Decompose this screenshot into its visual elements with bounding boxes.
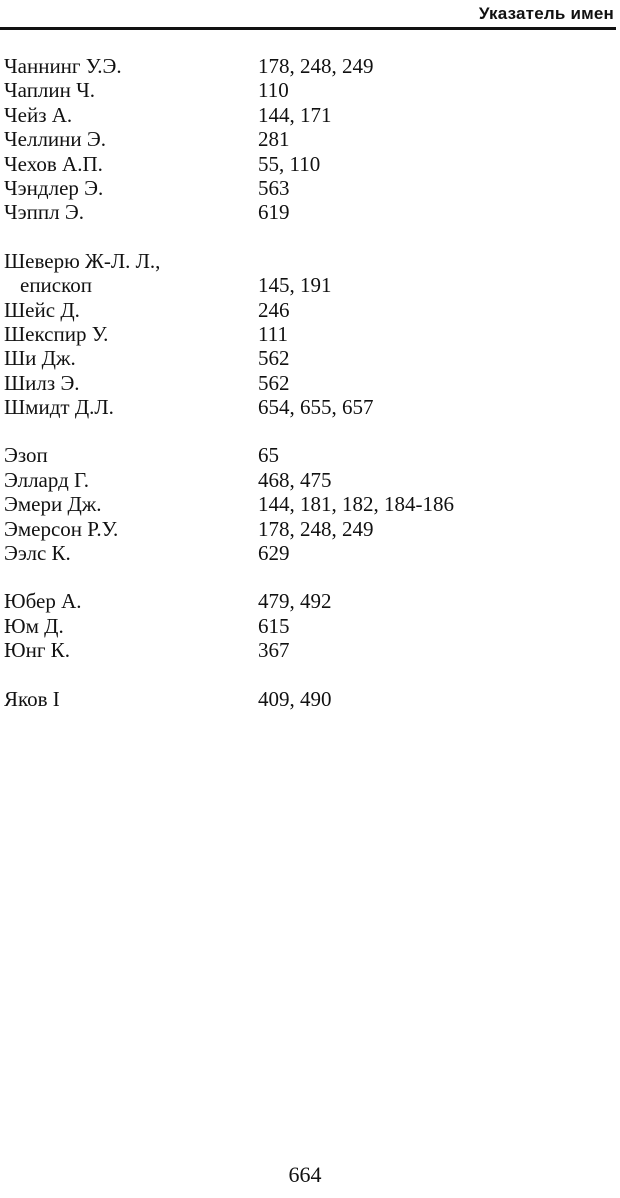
index-group-yu	[4, 589, 604, 662]
index-entry	[4, 492, 604, 516]
entry-name: Яков I	[4, 686, 60, 711]
entry-pages: 178, 248, 249	[258, 54, 374, 78]
entry-name: Эмерсон Р.У.	[4, 516, 119, 541]
index-entry	[4, 200, 604, 224]
entry-name: Шмидт Д.Л.	[4, 395, 114, 420]
index-group-ya	[4, 687, 604, 711]
entry-pages: 563	[258, 175, 290, 200]
index-entry	[4, 78, 604, 102]
index-entry	[4, 517, 604, 541]
entry-pages: 409, 490	[258, 686, 332, 711]
entry-pages: 367	[258, 638, 290, 663]
name-index	[4, 54, 604, 711]
entry-name: Ши Дж.	[4, 346, 76, 371]
index-entry	[4, 298, 604, 322]
entry-name: Чаплин Ч.	[4, 78, 96, 103]
entry-name: Юбер А.	[4, 589, 82, 614]
index-entry	[4, 687, 604, 711]
entry-name: Юм Д.	[4, 613, 64, 638]
index-entry	[4, 541, 604, 565]
index-entry	[4, 54, 604, 78]
entry-pages: 55, 110	[258, 151, 321, 176]
running-head: Указатель имен	[478, 4, 614, 23]
entry-pages: 281	[258, 127, 290, 152]
index-entry	[4, 127, 604, 151]
index-entry	[4, 589, 604, 613]
header-rule	[0, 27, 616, 30]
entry-name: Эллард Г.	[4, 467, 90, 492]
entry-pages: 562	[258, 370, 290, 395]
index-entry	[4, 346, 604, 370]
entry-pages: 654, 655, 657	[258, 395, 374, 420]
entry-pages: 246	[258, 297, 290, 322]
index-entry	[4, 249, 604, 273]
entry-name: Юнг К.	[4, 638, 70, 663]
entry-pages: 468, 475	[258, 467, 332, 492]
entry-name: Шейс Д.	[4, 297, 80, 322]
entry-pages: 111	[258, 321, 288, 346]
entry-name: Ээлс К.	[4, 541, 71, 566]
entry-name: Челлини Э.	[4, 127, 107, 152]
entry-pages: 629	[258, 541, 290, 566]
index-entry	[4, 371, 604, 395]
entry-pages: 65	[258, 443, 279, 468]
entry-pages: 110	[258, 78, 289, 103]
index-entry	[4, 395, 604, 419]
entry-pages: 619	[258, 200, 290, 225]
entry-pages: 178, 248, 249	[258, 516, 374, 541]
entry-pages: 144, 181, 182, 184-186	[258, 492, 454, 517]
index-entry	[4, 176, 604, 200]
index-entry	[4, 443, 604, 467]
entry-name: Шеверю Ж-Л. Л.,	[4, 248, 161, 273]
index-entry-continuation	[4, 273, 604, 297]
entry-name: Эзоп	[4, 443, 48, 468]
page-number: 664	[288, 1162, 322, 1187]
index-entry	[4, 614, 604, 638]
entry-pages: 562	[258, 346, 290, 371]
index-group-e	[4, 443, 604, 565]
entry-name: Чэндлер Э.	[4, 175, 104, 200]
index-entry	[4, 468, 604, 492]
entry-name: Шекспир У.	[4, 321, 109, 346]
entry-name: Чаннинг У.Э.	[4, 54, 122, 78]
index-entry	[4, 103, 604, 127]
index-entry	[4, 322, 604, 346]
index-group-che	[4, 54, 604, 225]
entry-name: епископ	[20, 273, 92, 298]
entry-name: Эмери Дж.	[4, 492, 102, 517]
entry-name: Чейз А.	[4, 102, 73, 127]
entry-name: Шилз Э.	[4, 370, 80, 395]
entry-pages: 144, 171	[258, 102, 332, 127]
entry-name: Чехов А.П.	[4, 151, 103, 176]
index-group-sha	[4, 249, 604, 420]
entry-pages: 479, 492	[258, 589, 332, 614]
entry-pages: 145, 191	[258, 273, 332, 298]
entry-name: Чэппл Э.	[4, 200, 84, 225]
index-entry	[4, 638, 604, 662]
entry-pages: 615	[258, 613, 290, 638]
index-entry	[4, 152, 604, 176]
